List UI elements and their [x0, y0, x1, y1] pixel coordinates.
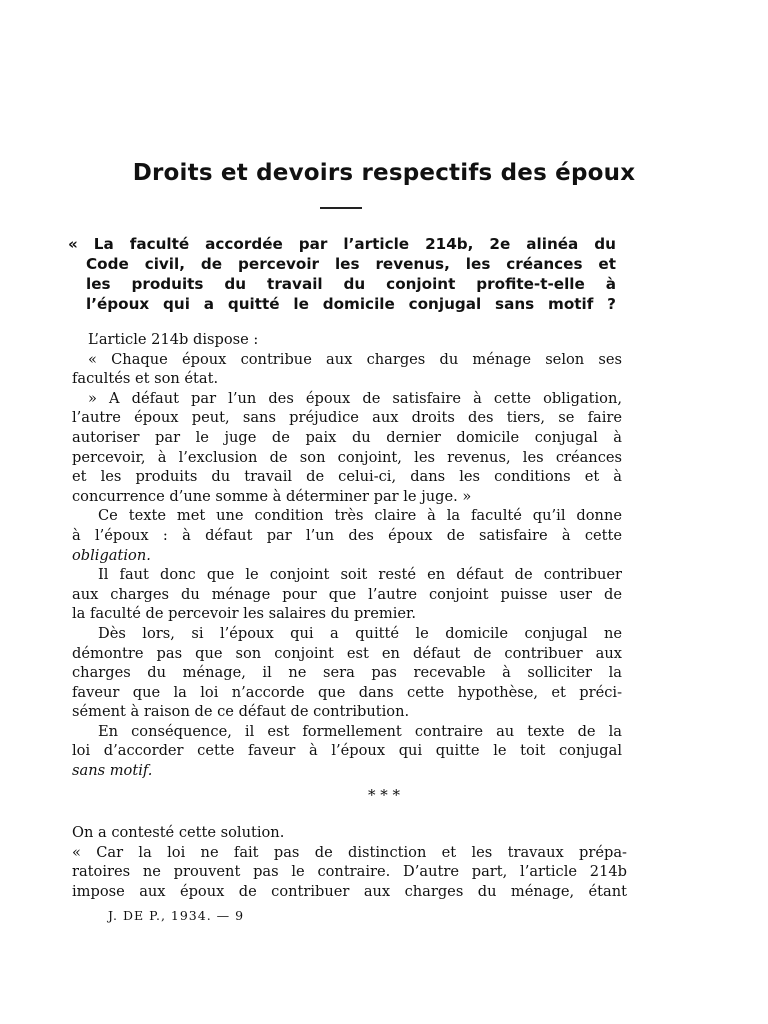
tail-line: On a contesté cette solution.: [72, 824, 285, 841]
body-line: Ce texte met une condition très claire à la faculté qu’il donne: [98, 507, 622, 525]
body-line: aux charges du ménage pour que l’autre conjoint puisse user de: [72, 585, 622, 603]
body-line: percevoir, à l’exclusion de son conjoint, les revenus, les créances: [72, 448, 622, 466]
body-line: En conséquence, il est formellement contraire au texte de la: [98, 722, 622, 740]
body-line: L’article 214b dispose :: [88, 331, 259, 348]
body-text: [72, 330, 622, 781]
body-line: obligation.: [72, 546, 151, 564]
question-line: Code civil, de percevoir les revenus, les créances et: [86, 255, 616, 273]
section-stars: * * *: [367, 786, 401, 804]
body-line: loi d’accorder cette faveur à l’époux qui quitte le toit conjugal: [72, 742, 622, 760]
body-line: sans motif.: [72, 762, 153, 780]
title-rule: [320, 207, 362, 209]
body-line: la faculté de percevoir les salaires du premier.: [72, 605, 417, 623]
question-line: « La faculté accordée par l’article 214b, 2e alinéa du: [68, 235, 616, 253]
question-line: les produits du travail du conjoint profite-t-elle à: [86, 275, 616, 293]
question-line: l’époux qui a quitté le domicile conjugal sans motif ?: [86, 295, 616, 313]
body-line: et les produits du travail de celui-ci, dans les conditions et à: [72, 468, 622, 486]
tail-line: ratoires ne prouvent pas le contraire. D’autre part, l’article 214b: [72, 863, 627, 881]
body-line: facultés et son état.: [72, 370, 219, 388]
body-line: » A défaut par l’un des époux de satisfaire à cette obligation,: [88, 389, 622, 407]
body-line: faveur que la loi n’accorde que dans cette hypothèse, et préci-: [72, 683, 622, 701]
body-line: charges du ménage, il ne sera pas recevable à solliciter la: [72, 664, 622, 682]
tail-text: [72, 823, 627, 901]
body-line: Il faut donc que le conjoint soit resté en défaut de contribuer: [98, 566, 622, 584]
tail-line: impose aux époux de contribuer aux charges du ménage, étant: [72, 882, 627, 900]
body-line: l’autre époux peut, sans préjudice aux droits des tiers, se faire: [72, 409, 622, 427]
body-line: à l’époux : à défaut par l’un des époux de satisfaire à cette: [72, 526, 622, 544]
body-line: Dès lors, si l’époux qui a quitté le domicile conjugal ne: [98, 624, 622, 642]
body-line: concurrence d’une somme à déterminer par le juge. »: [72, 487, 472, 505]
body-line: sément à raison de ce défaut de contribution.: [72, 703, 410, 721]
page-title: Droits et devoirs respectifs des époux: [132, 160, 636, 186]
body-line: « Chaque époux contribue aux charges du ménage selon ses: [88, 350, 622, 368]
tail-line: « Car la loi ne fait pas de distinction et les travaux prépa-: [72, 843, 627, 861]
page-footer: J. DE P., 1934. — 9: [108, 908, 245, 923]
body-line: autoriser par le juge de paix du dernier domicile conjugal à: [72, 428, 622, 446]
body-line: démontre pas que son conjoint est en défaut de contribuer aux: [72, 644, 622, 662]
question-block: [68, 234, 616, 314]
